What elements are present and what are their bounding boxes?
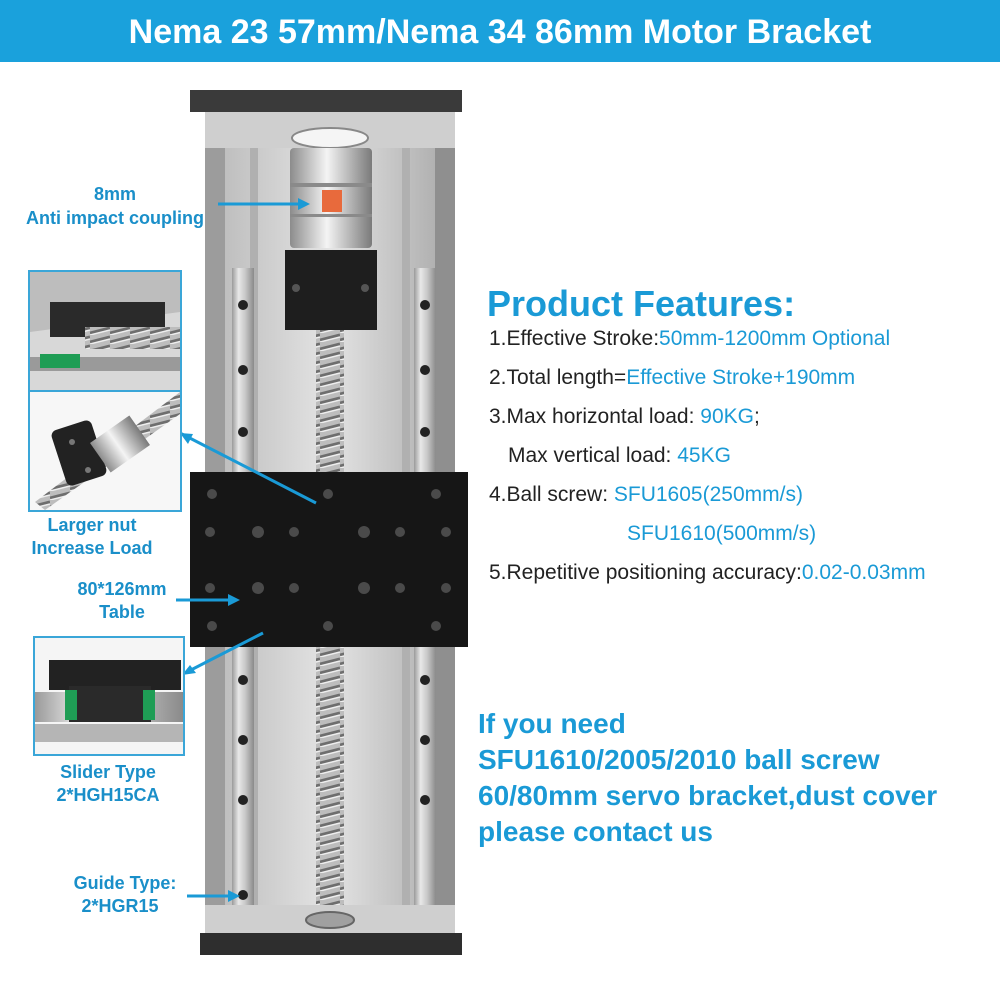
detail-photo-bearing-block (28, 270, 182, 392)
feature-value: 0.02-0.03mm (801, 561, 926, 584)
feature-item (489, 366, 855, 390)
feature-value: Effective Stroke+190mm (626, 366, 856, 389)
page-title: Nema 23 57mm/Nema 34 86mm Motor Bracket (128, 13, 872, 51)
feature-item (489, 483, 803, 507)
features-title: Product Features: (487, 283, 796, 324)
feature-value: 90KG (700, 405, 754, 428)
feature-label: 4.Ball screw: (489, 483, 614, 506)
feature-item (489, 561, 926, 585)
guide-label-line2: 2*HGR15 (81, 896, 159, 916)
detail-photo-slider (33, 636, 185, 756)
feature-label: Max vertical load: (508, 444, 678, 467)
guide-label-line1: Guide Type: (73, 873, 177, 893)
feature-suffix: ; (754, 405, 760, 428)
feature-value: SFU1610(500mm/s) (627, 522, 817, 545)
feature-value: 45KG (677, 444, 731, 467)
detail-photo-ball-nut (28, 390, 182, 512)
table-label-line1: 80*126mm (77, 579, 167, 599)
carriage-table (190, 472, 468, 647)
feature-item (489, 327, 890, 351)
top-end-plate (190, 90, 462, 148)
contact-line: If you need (478, 708, 626, 739)
feature-label: 5.Repetitive positioning accuracy: (489, 561, 802, 584)
feature-item (627, 522, 816, 546)
feature-value: 50mm-1200mm Optional (659, 327, 891, 350)
feature-value: SFU1605(250mm/s) (613, 483, 803, 506)
feature-label: 2.Total length= (489, 366, 627, 389)
contact-line: SFU1610/2005/2010 ball screw (478, 744, 880, 775)
coupling-size-label: 8mm (93, 184, 137, 204)
feature-item (489, 405, 760, 429)
feature-label: 3.Max horizontal load: (489, 405, 701, 428)
feature-item (508, 444, 731, 468)
table-label-line2: Table (99, 602, 145, 622)
contact-note (478, 706, 937, 850)
nut-label-line2: Increase Load (31, 538, 153, 558)
contact-line: please contact us (478, 816, 713, 847)
coupling-name-label: Anti impact coupling (26, 208, 204, 228)
ball-screw-lower (316, 640, 344, 905)
coupling (290, 148, 372, 248)
bottom-end-plate (200, 905, 462, 955)
feature-label: 1.Effective Stroke: (489, 327, 660, 350)
nut-label-line1: Larger nut (47, 515, 137, 535)
slider-label-line2: 2*HGH15CA (56, 785, 160, 805)
contact-line: 60/80mm servo bracket,dust cover (478, 780, 938, 811)
slider-label-line1: Slider Type (60, 762, 156, 782)
